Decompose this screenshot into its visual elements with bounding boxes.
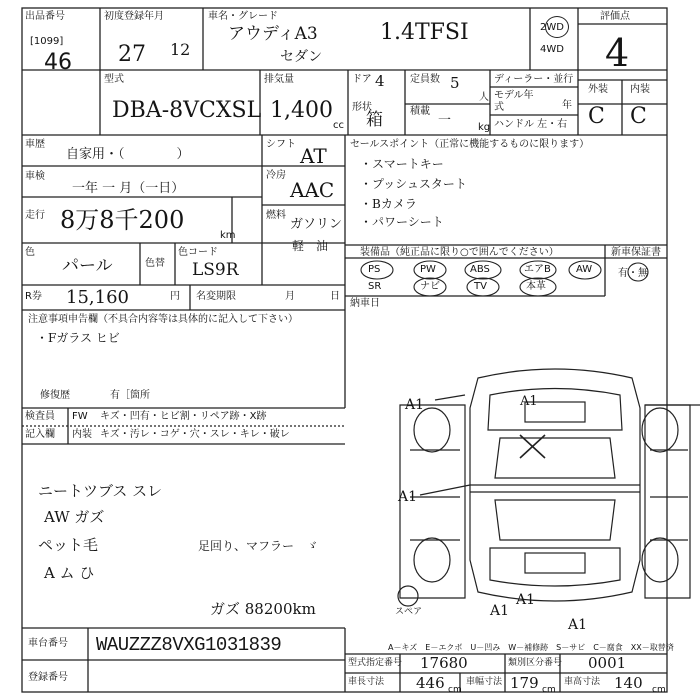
mileage-value: 8万8千200 — [60, 206, 185, 234]
score-value: 4 — [605, 31, 630, 75]
drive-circle — [545, 16, 569, 38]
equip-sr: SR — [368, 281, 382, 292]
length-value: 446 — [416, 674, 445, 692]
grade: 1.4TFSI — [380, 20, 469, 45]
km-unit: km — [220, 230, 236, 241]
first-reg-label: 初度登録年月 — [104, 11, 164, 22]
model-number: DBA-8VCXSL — [112, 98, 262, 123]
mileage-label: 走行 — [25, 210, 45, 221]
color-change-label: 色替 — [145, 258, 165, 269]
height-label: 車高寸法 — [564, 677, 601, 687]
shift-value: AT — [300, 144, 327, 168]
lot-number: 46 — [44, 50, 72, 75]
equip-tv: TV — [474, 281, 487, 292]
capacity-label: 定員数 — [410, 74, 440, 85]
sales-point-1: ・スマートキー — [360, 157, 444, 171]
repair-value: 有［箇所 — [110, 390, 150, 401]
type-designation-label: 型式指定番号 — [348, 658, 403, 668]
remark-5: 足回り、マフラー ゞ — [198, 539, 319, 553]
height-value: 140 — [614, 674, 643, 692]
int-label: 内装 — [630, 84, 650, 95]
nen-unit: 年 — [562, 100, 572, 111]
shape-value: 箱 — [366, 110, 383, 130]
door-label: ドア — [352, 74, 372, 85]
type-designation-value: 17680 — [420, 654, 468, 672]
car-diagram — [398, 369, 700, 606]
notes-label: 注意事項申告欄（不具合内容等は具体的に記入して下さい） — [28, 314, 298, 325]
remark-6: ガズ 88200km — [210, 600, 316, 618]
car-name: アウディA3 — [228, 24, 318, 44]
yen-unit: 円 — [170, 291, 180, 302]
inspector-label: 検査員 — [25, 411, 55, 422]
car-body: セダン — [280, 49, 323, 65]
kg-unit: kg — [478, 122, 491, 133]
int-score: C — [630, 104, 647, 129]
equip-label: 装備品（純正品に限り○で囲んでください） — [360, 247, 559, 258]
cm-unit-2: cm — [542, 685, 556, 695]
equip-leather: 本革 — [526, 281, 546, 292]
chassis-value: WAUZZZ8VXG1031839 — [96, 634, 282, 656]
category-label: 類別区分番号 — [508, 658, 563, 668]
reg-no-label: 登録番号 — [28, 672, 68, 683]
drive-4wd: 4WD — [540, 44, 564, 55]
cm-unit-1: cm — [448, 685, 462, 695]
check-row1-label: FW — [72, 411, 88, 422]
check-row1: キズ・凹有・ヒビ割・リペア跡・X跡 — [100, 411, 267, 422]
cm-unit-3: cm — [652, 685, 666, 695]
spare-label: スペア — [395, 607, 423, 617]
new-warranty-label: 新車保証書 — [611, 247, 661, 258]
check-row2-label: 内装 — [72, 429, 92, 440]
load-value: 一 — [438, 113, 452, 128]
damage-mark-rear: A1 — [516, 592, 536, 608]
fuel-value-2: 軽 油 — [292, 239, 329, 253]
fuel-label: 燃料 — [266, 210, 286, 221]
shift-label: シフト — [266, 139, 296, 150]
name-change-label: 名変期限 — [196, 291, 236, 302]
damage-mark-left-side: A1 — [398, 489, 418, 505]
length-label: 車長寸法 — [348, 677, 385, 687]
model-label: 型式 — [104, 74, 124, 85]
displacement-label: 排気量 — [264, 74, 294, 85]
new-warranty-value: 有・無 — [618, 268, 648, 279]
check-row2: キズ・汚レ・コゲ・穴・スレ・キレ・破レ — [100, 429, 290, 440]
notes-value: ・Fガラス ヒビ — [36, 331, 120, 345]
repair-label: 修復歴 — [40, 390, 70, 401]
car-name-label: 車名・グレード — [208, 11, 278, 22]
width-value: 179 — [510, 674, 539, 692]
damage-mark-rear-right: A1 — [568, 617, 588, 633]
equip-airbag: エアB — [524, 264, 551, 275]
model-year-label: モデル年式 — [494, 90, 534, 113]
shape-label: 形状 — [352, 102, 372, 113]
ac-value: AAC — [290, 178, 335, 202]
capacity-value: 5 — [450, 74, 460, 92]
legend: A－キズ E－エクボ U－凹み W－補修跡 S－サビ C－腐食 XX－取替済 — [388, 643, 674, 652]
ac-label: 冷房 — [266, 170, 286, 181]
delivery-label: 納車日 — [350, 298, 380, 309]
month-unit: 月 — [285, 291, 295, 302]
damage-mark-rear-left: A1 — [490, 603, 510, 619]
sales-point-4: ・パワーシート — [360, 215, 444, 229]
remark-2: AW ガズ — [44, 508, 105, 526]
record-label: 記入欄 — [25, 429, 55, 440]
inspection-value: 一年 一 月（一日） — [72, 181, 185, 196]
color-value: パール — [62, 256, 113, 276]
displacement-value: 1,400 — [270, 98, 333, 123]
day-unit: 日 — [330, 291, 340, 302]
sales-point-2: ・プッシュスタート — [360, 177, 467, 191]
color-code-value: LS9R — [192, 260, 239, 280]
cc-unit: cc — [333, 120, 344, 131]
equip-aw: AW — [576, 264, 593, 275]
sales-point-3: ・Bカメラ — [360, 197, 417, 211]
color-label: 色 — [25, 247, 35, 258]
capacity-unit: 人 — [479, 92, 489, 103]
first-reg-year: 27 — [118, 42, 146, 67]
handle-label: ハンドル 左・右 — [494, 119, 568, 130]
score-label: 評価点 — [600, 11, 630, 22]
drive-2wd: 2WD — [540, 22, 564, 33]
door-value: 4 — [375, 72, 385, 90]
category-value: 0001 — [588, 654, 627, 672]
equip-pw: PW — [420, 264, 436, 275]
equip-abs: ABS — [470, 264, 490, 275]
damage-mark-left-front: A1 — [405, 397, 425, 413]
ext-score: C — [588, 104, 605, 129]
history-label: 車歴 — [25, 139, 45, 150]
remark-4: A ム ひ — [44, 564, 95, 582]
fuel-value: ガソリン — [290, 217, 343, 232]
first-reg-month: 12 — [170, 40, 191, 59]
width-label: 車幅寸法 — [466, 677, 503, 687]
load-label: 積載 — [410, 106, 430, 117]
recycle-value: 15,160 — [66, 287, 129, 308]
equip-ps: PS — [368, 264, 381, 275]
damage-mark-hood: A1 — [520, 394, 538, 409]
history-value: 自家用・（ ） — [66, 147, 190, 162]
inspection-label: 車検 — [25, 171, 45, 182]
sales-label: セールスポイント（正常に機能するものに限ります） — [350, 139, 590, 150]
lot-code: [1099] — [30, 36, 64, 47]
recycle-label: R券 — [25, 291, 42, 302]
remark-3: ペット毛 — [38, 536, 99, 554]
dealer-label: ディーラー・並行 — [494, 74, 574, 85]
ext-label: 外装 — [588, 84, 608, 95]
color-code-label: 色コード — [178, 247, 218, 258]
lot-label: 出品番号 — [25, 11, 65, 22]
equip-navi: ナビ — [420, 281, 440, 292]
remark-1: ニートツブス スレ — [38, 482, 163, 500]
chassis-label: 車台番号 — [28, 638, 68, 649]
